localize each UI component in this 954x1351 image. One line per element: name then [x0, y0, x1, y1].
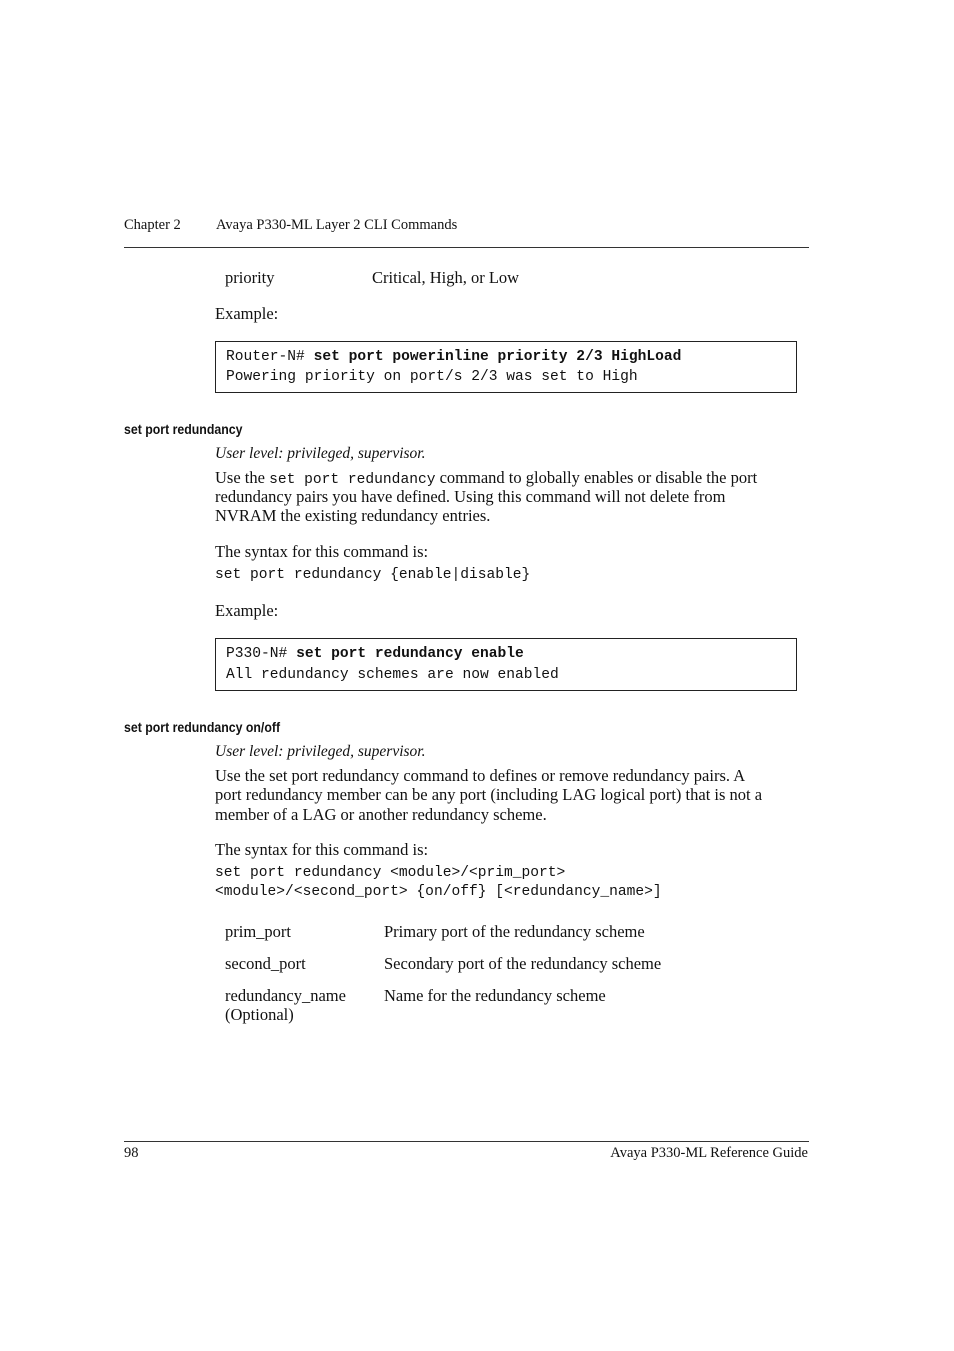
param-term-priority: priority: [225, 268, 275, 287]
example-label: Example:: [215, 601, 279, 620]
param-term-note: (Optional): [225, 1005, 294, 1024]
description-line: member of a LAG or another redundancy scheme.: [215, 805, 547, 824]
param-desc: Primary port of the redundancy scheme: [384, 922, 645, 941]
syntax-intro: The syntax for this command is:: [215, 840, 429, 859]
code-output: All redundancy schemes are now enabled: [226, 667, 559, 683]
description-line: Use the set port redundancy command to defines or remove redundancy pairs. A: [215, 766, 746, 785]
syntax-line: set port redundancy <module>/<prim_port>: [215, 865, 566, 881]
code-command: set port redundancy enable: [296, 646, 524, 662]
syntax-line: <module>/<second_port> {on/off} [<redundancy_name>]: [215, 884, 662, 900]
param-term: redundancy_name: [225, 986, 346, 1005]
code-box: [215, 341, 797, 393]
section-heading: set port redundancy: [124, 421, 243, 437]
inline-code: set port redundancy: [269, 472, 436, 488]
footer-rule: [124, 1141, 809, 1142]
description-text: Use the: [215, 468, 270, 487]
description-line: port redundancy member can be any port (including LAG logical port) that is not a: [215, 785, 763, 804]
code-command: set port powerinline priority 2/3 HighLoad: [313, 349, 682, 365]
param-desc-priority: Critical, High, or Low: [372, 268, 520, 287]
code-prompt: Router-N#: [226, 349, 314, 365]
chapter-label: Chapter 2: [124, 217, 181, 233]
param-desc: Secondary port of the redundancy scheme: [384, 954, 662, 973]
example-label: Example:: [215, 304, 279, 323]
description-line: redundancy pairs you have defined. Using this command will not delete from: [215, 487, 726, 506]
user-level: User level: privileged, supervisor.: [215, 743, 426, 760]
description-line: NVRAM the existing redundancy entries.: [215, 506, 491, 525]
description-text: command to globally enables or disable the port: [435, 468, 758, 487]
chapter-title: Avaya P330-ML Layer 2 CLI Commands: [216, 217, 458, 233]
header-rule: [124, 247, 809, 248]
section-heading: set port redundancy on/off: [124, 719, 281, 735]
guide-title: Avaya P330-ML Reference Guide: [610, 1145, 808, 1161]
page-number: 98: [124, 1145, 139, 1161]
param-term: prim_port: [225, 922, 291, 941]
code-prompt: P330-N#: [226, 646, 297, 662]
code-output: Powering priority on port/s 2/3 was set to High: [226, 369, 638, 385]
param-term: second_port: [225, 954, 306, 973]
param-desc: Name for the redundancy scheme: [384, 986, 606, 1005]
syntax-intro: The syntax for this command is:: [215, 542, 429, 561]
syntax-line: set port redundancy {enable|disable}: [215, 567, 531, 583]
code-box: [215, 638, 797, 691]
user-level: User level: privileged, supervisor.: [215, 445, 426, 462]
